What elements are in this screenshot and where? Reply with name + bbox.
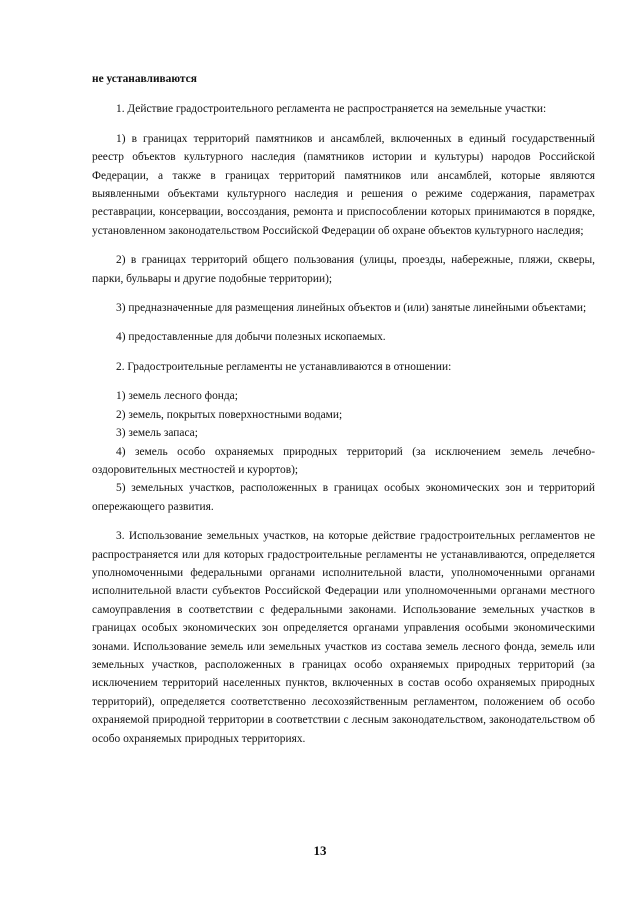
item-1-subitem-4: 4) предоставленные для добычи полезных ископаемых. xyxy=(116,331,386,344)
item-2-subitem-4: 4) земель особо охраняемых природных территорий (за исключением земель лечебно-оздоровительных местностей и курортов); xyxy=(92,445,595,476)
item-1-intro: 1. Действие градостроительного регламента не распространяется на земельные участки: xyxy=(116,103,547,116)
item-2-subitem-1: 1) земель лесного фонда; xyxy=(116,390,238,403)
item-2-intro: 2. Градостроительные регламенты не устанавливаются в отношении: xyxy=(116,360,452,373)
item-2-subitem-5: 5) земельных участков, расположенных в границах особых экономических зон и территорий опережающего развития. xyxy=(92,482,595,513)
item-1-subitem-1: 1) в границах территорий памятников и ансамблей, включенных в единый государственный реестр объектов культурного наследия (памятников истории и культуры) народов Российской Федерации, а также в границах территорий памятников или ансамблей, которые являются выявленными объектами культурного наследия и решения о режиме содержания, параметрах реставрации, консервации, воссоздания, ремонта и приспособлении которых принимаются в порядке, установленном законодательством Российской Федерации об охране объектов культурного наследия; xyxy=(92,132,595,237)
item-2-subitem-2: 2) земель, покрытых поверхностными водами; xyxy=(116,408,343,421)
page-number: 13 xyxy=(313,843,327,858)
section-heading: не устанавливаются xyxy=(92,73,197,85)
item-1-subitem-3: 3) предназначенные для размещения линейных объектов и (или) занятые линейными объектами; xyxy=(116,302,587,315)
item-2-subitem-3: 3) земель запаса; xyxy=(116,427,198,440)
item-2-list xyxy=(92,387,595,516)
document-body xyxy=(92,70,595,759)
item-3-paragraph: 3. Использование земельных участков, на которые действие градостроительных регламентов не распространяется или для которых градостроительные регламенты не устанавливаются, определяется уполномоченными федеральными органами исполнительной власти, уполномоченными органами исполнительной власти субъектов Российской Федерации или уполномоченными органами местного самоуправления в соответствии с федеральными законами. Использование земельных участков в границах особых экономических зон определяется органами управления особыми экономическими зонами. Использование земель или земельных участков из состава земель лесного фонда, земель или земельных участков, расположенных в границах особо охраняемых природных территорий (за исключением территорий населенных пунктов, включенных в состав особо охраняемых природных территорий), определяется соответственно лесохозяйственным регламентом, положением об особо охраняемой природной территории в соответствии с лесным законодательством, законодательством об особо охраняемых природных территориях. xyxy=(92,530,595,745)
item-1-subitem-2: 2) в границах территорий общего пользования (улицы, проезды, набережные, пляжи, скверы, парки, бульвары и другие подобные территории); xyxy=(92,254,595,285)
